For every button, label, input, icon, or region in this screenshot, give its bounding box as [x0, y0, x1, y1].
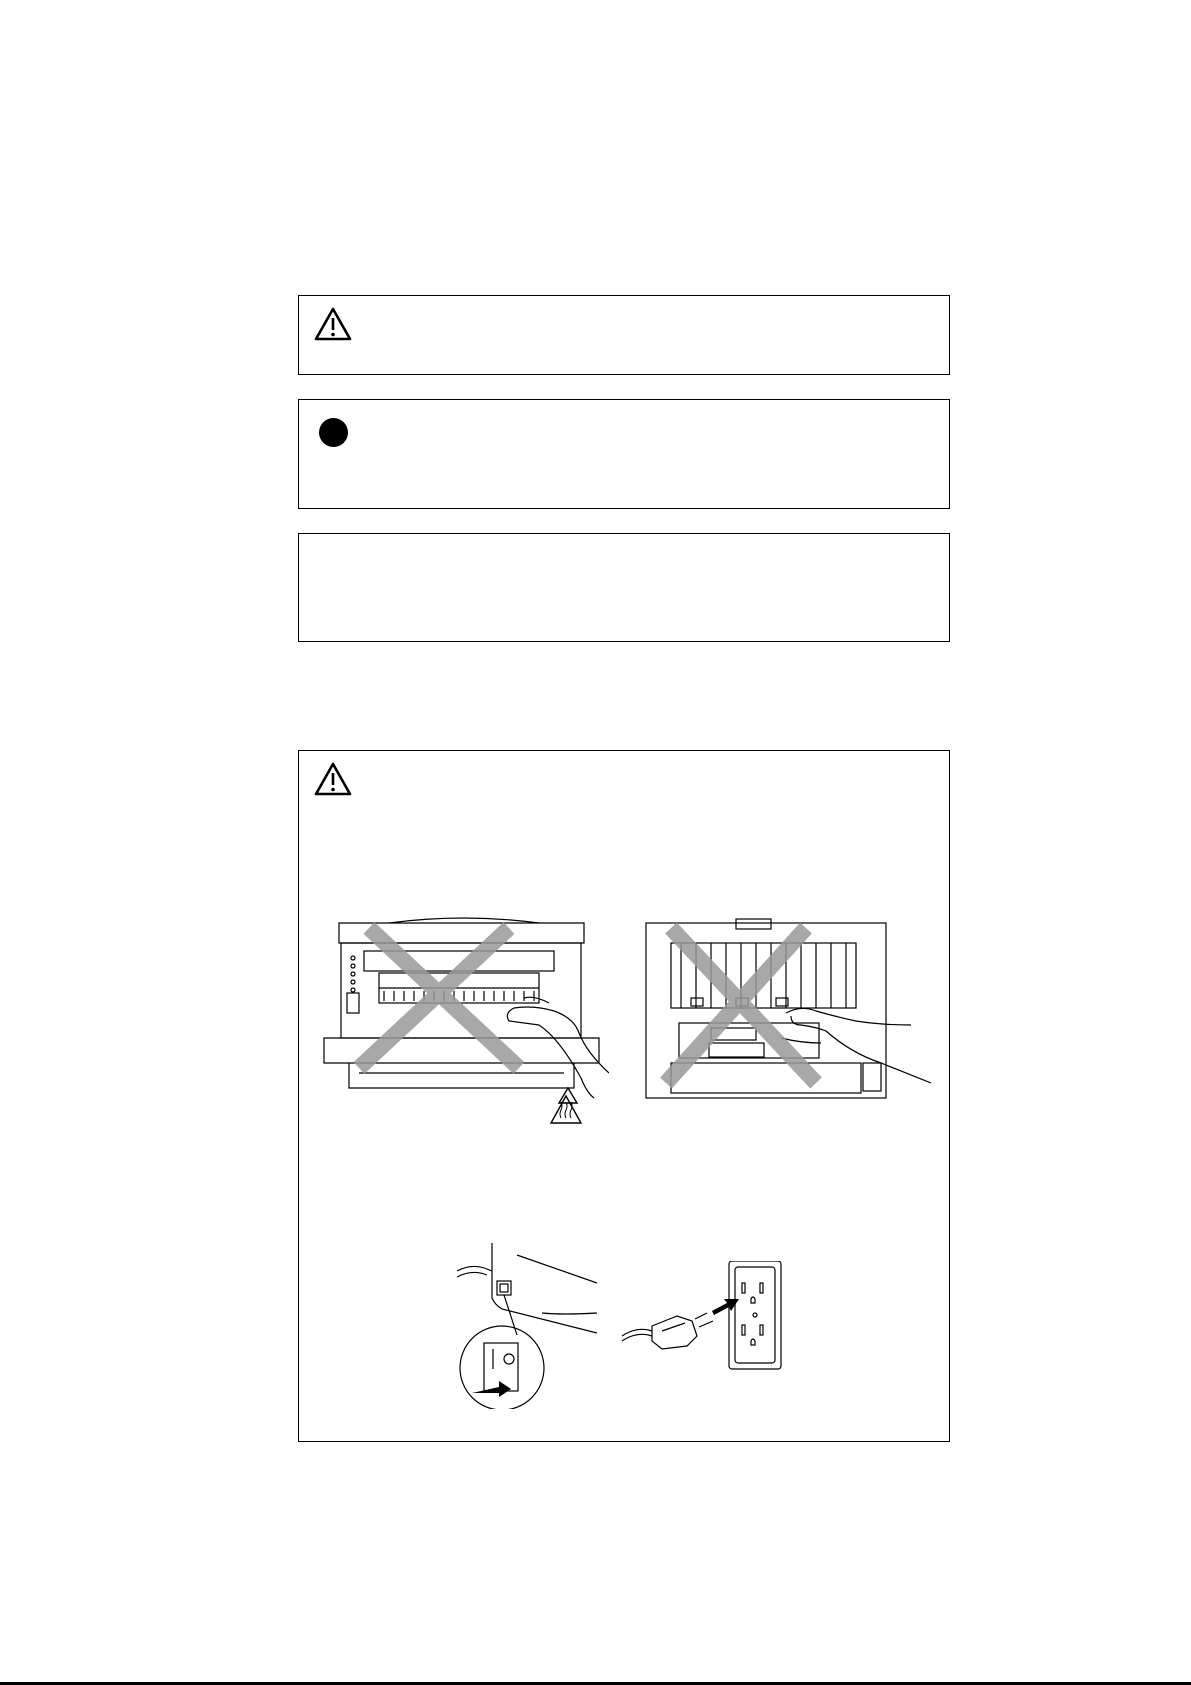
prohibition-circle-icon [319, 418, 348, 447]
warning-triangle-icon [313, 761, 353, 797]
warning-box [298, 295, 950, 375]
hot-surface-icon [551, 1096, 581, 1123]
warning-triangle-icon [313, 306, 353, 342]
caution-box [298, 399, 950, 509]
unplug-power-cord-illustration [617, 1261, 797, 1391]
warning-illustration-box [298, 750, 950, 1442]
printer-front-open-illustration [319, 913, 609, 1143]
note-box [298, 533, 950, 642]
power-switch-off-illustration [457, 1243, 617, 1409]
printer-rear-illustration [641, 913, 931, 1143]
